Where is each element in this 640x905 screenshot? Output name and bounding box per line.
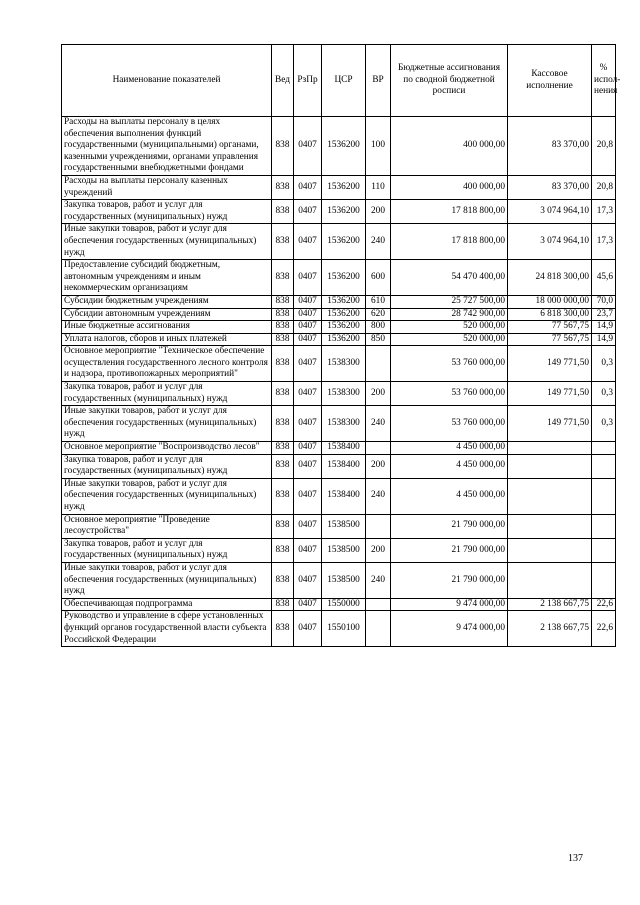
cell-percent: 17,3 — [592, 224, 616, 260]
cell-rzpr: 0407 — [294, 538, 322, 562]
cell-csr: 1536200 — [322, 308, 366, 321]
header-ved: Вед — [272, 45, 294, 117]
header-budget: Бюджетные ассигнования по сводной бюджетной росписи — [391, 45, 508, 117]
cell-rzpr: 0407 — [294, 200, 322, 224]
header-cash: Кассовое исполнение — [508, 45, 592, 117]
cell-name: Иные бюджетные ассигнования — [62, 321, 272, 334]
cell-budget: 21 790 000,00 — [391, 514, 508, 538]
cell-csr: 1538500 — [322, 514, 366, 538]
cell-name: Субсидии бюджетным учреждениям — [62, 295, 272, 308]
cell-budget: 54 470 400,00 — [391, 260, 508, 296]
cell-budget: 4 450 000,00 — [391, 478, 508, 514]
cell-ved: 838 — [272, 562, 294, 598]
cell-cash: 83 370,00 — [508, 117, 592, 176]
cell-percent: 14,9 — [592, 321, 616, 334]
cell-name: Иные закупки товаров, работ и услуг для обеспечения государственных (муниципальных) нужд — [62, 224, 272, 260]
cell-csr: 1550000 — [322, 598, 366, 611]
cell-rzpr: 0407 — [294, 308, 322, 321]
cell-rzpr: 0407 — [294, 117, 322, 176]
cell-cash: 77 567,75 — [508, 333, 592, 346]
cell-rzpr: 0407 — [294, 442, 322, 455]
table-row — [62, 175, 616, 199]
cell-budget: 400 000,00 — [391, 175, 508, 199]
table-row — [62, 442, 616, 455]
cell-rzpr: 0407 — [294, 562, 322, 598]
cell-ved: 838 — [272, 200, 294, 224]
cell-cash — [508, 538, 592, 562]
cell-cash: 149 771,50 — [508, 346, 592, 382]
cell-cash: 6 818 300,00 — [508, 308, 592, 321]
cell-rzpr: 0407 — [294, 406, 322, 442]
table-row — [62, 321, 616, 334]
cell-cash — [508, 514, 592, 538]
cell-budget: 520 000,00 — [391, 321, 508, 334]
cell-rzpr: 0407 — [294, 514, 322, 538]
cell-budget: 4 450 000,00 — [391, 454, 508, 478]
cell-budget: 53 760 000,00 — [391, 406, 508, 442]
table-row — [62, 562, 616, 598]
cell-ved: 838 — [272, 117, 294, 176]
cell-name: Закупка товаров, работ и услуг для государственных (муниципальных) нужд — [62, 454, 272, 478]
header-rzpr: РзПр — [294, 45, 322, 117]
cell-percent — [592, 454, 616, 478]
cell-cash: 24 818 300,00 — [508, 260, 592, 296]
cell-cash: 3 074 964,10 — [508, 224, 592, 260]
table-row — [62, 333, 616, 346]
cell-cash — [508, 442, 592, 455]
cell-csr: 1536200 — [322, 200, 366, 224]
cell-vr: 200 — [366, 382, 391, 406]
cell-percent: 17,3 — [592, 200, 616, 224]
cell-vr — [366, 611, 391, 647]
cell-cash — [508, 454, 592, 478]
cell-vr: 200 — [366, 454, 391, 478]
cell-ved: 838 — [272, 308, 294, 321]
table-row — [62, 406, 616, 442]
cell-vr — [366, 514, 391, 538]
cell-vr: 200 — [366, 538, 391, 562]
cell-name: Субсидии автономным учреждениям — [62, 308, 272, 321]
cell-percent: 0,3 — [592, 406, 616, 442]
cell-cash — [508, 478, 592, 514]
cell-budget: 17 818 800,00 — [391, 200, 508, 224]
table-row — [62, 598, 616, 611]
cell-budget: 53 760 000,00 — [391, 382, 508, 406]
cell-cash: 149 771,50 — [508, 382, 592, 406]
cell-cash: 77 567,75 — [508, 321, 592, 334]
cell-percent: 22,6 — [592, 611, 616, 647]
cell-csr: 1538300 — [322, 382, 366, 406]
cell-rzpr: 0407 — [294, 598, 322, 611]
cell-ved: 838 — [272, 538, 294, 562]
cell-ved: 838 — [272, 611, 294, 647]
cell-ved: 838 — [272, 260, 294, 296]
cell-rzpr: 0407 — [294, 333, 322, 346]
cell-ved: 838 — [272, 406, 294, 442]
cell-name: Обеспечивающая подпрограмма — [62, 598, 272, 611]
cell-vr: 850 — [366, 333, 391, 346]
table-body — [62, 117, 616, 647]
cell-ved: 838 — [272, 346, 294, 382]
cell-csr: 1538300 — [322, 346, 366, 382]
cell-budget: 9 474 000,00 — [391, 611, 508, 647]
table-row — [62, 382, 616, 406]
cell-name: Основное мероприятие "Техническое обеспечение осуществления государственного лесного контроля и надзора, противопожарных мероприятий" — [62, 346, 272, 382]
cell-ved: 838 — [272, 175, 294, 199]
cell-name: Закупка товаров, работ и услуг для государственных (муниципальных) нужд — [62, 538, 272, 562]
cell-percent — [592, 538, 616, 562]
cell-ved: 838 — [272, 295, 294, 308]
cell-cash: 83 370,00 — [508, 175, 592, 199]
cell-rzpr: 0407 — [294, 224, 322, 260]
cell-rzpr: 0407 — [294, 611, 322, 647]
cell-name: Закупка товаров, работ и услуг для государственных (муниципальных) нужд — [62, 200, 272, 224]
cell-name: Руководство и управление в сфере установленных функций органов государственной власти субъекта Российской Федерации — [62, 611, 272, 647]
cell-percent: 20,8 — [592, 117, 616, 176]
cell-name: Закупка товаров, работ и услуг для государственных (муниципальных) нужд — [62, 382, 272, 406]
cell-rzpr: 0407 — [294, 321, 322, 334]
table-row — [62, 454, 616, 478]
cell-cash — [508, 562, 592, 598]
cell-vr: 240 — [366, 406, 391, 442]
table-row — [62, 538, 616, 562]
table-row — [62, 200, 616, 224]
cell-rzpr: 0407 — [294, 382, 322, 406]
table-row — [62, 514, 616, 538]
header-csr: ЦСР — [322, 45, 366, 117]
cell-percent: 70,0 — [592, 295, 616, 308]
table-row — [62, 308, 616, 321]
table-row — [62, 117, 616, 176]
cell-name: Основное мероприятие "Проведение лесоустройства" — [62, 514, 272, 538]
cell-cash: 2 138 667,75 — [508, 598, 592, 611]
cell-ved: 838 — [272, 514, 294, 538]
table-row — [62, 611, 616, 647]
cell-ved: 838 — [272, 478, 294, 514]
cell-ved: 838 — [272, 321, 294, 334]
cell-budget: 4 450 000,00 — [391, 442, 508, 455]
cell-vr: 200 — [366, 200, 391, 224]
cell-percent: 45,6 — [592, 260, 616, 296]
cell-vr: 610 — [366, 295, 391, 308]
cell-budget: 520 000,00 — [391, 333, 508, 346]
cell-percent: 23,7 — [592, 308, 616, 321]
cell-name: Предоставление субсидий бюджетным, автономным учреждениям и иным некоммерческим организациям — [62, 260, 272, 296]
cell-percent — [592, 442, 616, 455]
cell-budget: 53 760 000,00 — [391, 346, 508, 382]
cell-vr: 620 — [366, 308, 391, 321]
cell-budget: 21 790 000,00 — [391, 562, 508, 598]
cell-rzpr: 0407 — [294, 346, 322, 382]
cell-cash: 18 000 000,00 — [508, 295, 592, 308]
cell-rzpr: 0407 — [294, 478, 322, 514]
cell-budget: 28 742 900,00 — [391, 308, 508, 321]
cell-csr: 1536200 — [322, 321, 366, 334]
table-row — [62, 478, 616, 514]
cell-rzpr: 0407 — [294, 295, 322, 308]
cell-rzpr: 0407 — [294, 175, 322, 199]
cell-vr — [366, 346, 391, 382]
cell-vr: 240 — [366, 562, 391, 598]
cell-vr: 110 — [366, 175, 391, 199]
cell-name: Иные закупки товаров, работ и услуг для обеспечения государственных (муниципальных) нужд — [62, 406, 272, 442]
cell-rzpr: 0407 — [294, 260, 322, 296]
cell-cash: 2 138 667,75 — [508, 611, 592, 647]
cell-csr: 1538400 — [322, 478, 366, 514]
cell-ved: 838 — [272, 454, 294, 478]
cell-csr: 1536200 — [322, 333, 366, 346]
cell-vr: 240 — [366, 224, 391, 260]
cell-csr: 1536200 — [322, 175, 366, 199]
cell-name: Иные закупки товаров, работ и услуг для обеспечения государственных (муниципальных) нужд — [62, 478, 272, 514]
cell-csr: 1536200 — [322, 117, 366, 176]
cell-percent — [592, 514, 616, 538]
cell-csr: 1538300 — [322, 406, 366, 442]
cell-budget: 25 727 500,00 — [391, 295, 508, 308]
cell-budget: 9 474 000,00 — [391, 598, 508, 611]
cell-name: Основное мероприятие "Воспроизводство лесов" — [62, 442, 272, 455]
cell-percent: 14,9 — [592, 333, 616, 346]
cell-budget: 400 000,00 — [391, 117, 508, 176]
cell-rzpr: 0407 — [294, 454, 322, 478]
cell-name: Расходы на выплаты персоналу казенных учреждений — [62, 175, 272, 199]
cell-vr: 240 — [366, 478, 391, 514]
cell-vr: 600 — [366, 260, 391, 296]
header-vr: ВР — [366, 45, 391, 117]
cell-csr: 1536200 — [322, 224, 366, 260]
cell-ved: 838 — [272, 224, 294, 260]
cell-ved: 838 — [272, 442, 294, 455]
cell-csr: 1550100 — [322, 611, 366, 647]
cell-csr: 1538500 — [322, 562, 366, 598]
page-number: 137 — [568, 853, 583, 864]
cell-percent — [592, 478, 616, 514]
cell-vr: 100 — [366, 117, 391, 176]
cell-budget: 17 818 800,00 — [391, 224, 508, 260]
table-row — [62, 224, 616, 260]
header-percent: % испол-нения — [592, 45, 616, 117]
cell-percent — [592, 562, 616, 598]
cell-ved: 838 — [272, 333, 294, 346]
cell-csr: 1538500 — [322, 538, 366, 562]
cell-percent: 22,6 — [592, 598, 616, 611]
cell-percent: 0,3 — [592, 346, 616, 382]
table-row — [62, 346, 616, 382]
cell-ved: 838 — [272, 598, 294, 611]
cell-csr: 1536200 — [322, 260, 366, 296]
table-header-row — [62, 45, 616, 117]
cell-name: Уплата налогов, сборов и иных платежей — [62, 333, 272, 346]
cell-name: Расходы на выплаты персоналу в целях обеспечения выполнения функций государственными (муниципальными) органами, казенными учреждениями, органами управления государственными внебюджетными фондами — [62, 117, 272, 176]
header-name: Наименование показателей — [62, 45, 272, 117]
cell-csr: 1538400 — [322, 442, 366, 455]
budget-execution-table — [61, 44, 621, 647]
cell-ved: 838 — [272, 382, 294, 406]
cell-vr — [366, 442, 391, 455]
cell-cash: 3 074 964,10 — [508, 200, 592, 224]
table-row — [62, 260, 616, 296]
table-row — [62, 295, 616, 308]
cell-cash: 149 771,50 — [508, 406, 592, 442]
cell-vr: 800 — [366, 321, 391, 334]
cell-percent: 0,3 — [592, 382, 616, 406]
cell-csr: 1536200 — [322, 295, 366, 308]
cell-name: Иные закупки товаров, работ и услуг для обеспечения государственных (муниципальных) нужд — [62, 562, 272, 598]
cell-vr — [366, 598, 391, 611]
cell-percent: 20,8 — [592, 175, 616, 199]
cell-csr: 1538400 — [322, 454, 366, 478]
cell-budget: 21 790 000,00 — [391, 538, 508, 562]
